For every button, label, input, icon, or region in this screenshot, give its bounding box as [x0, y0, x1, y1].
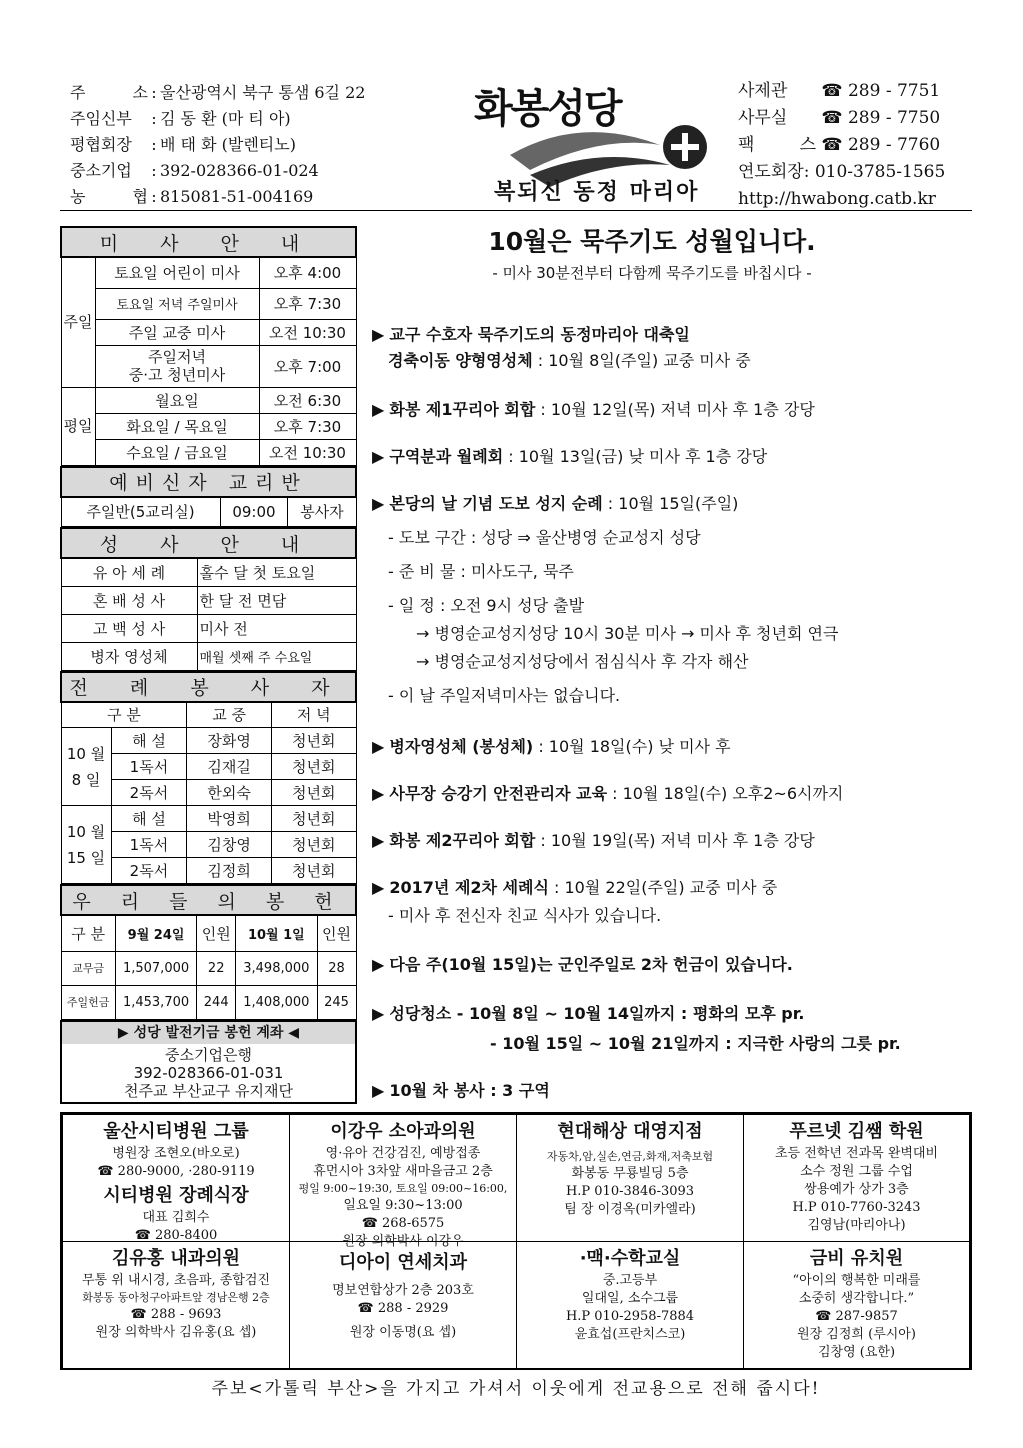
ministers-day: 김재길 [187, 754, 272, 780]
sacrament-name: 혼 배 성 사 [61, 586, 197, 614]
ministers-day: 김정희 [187, 858, 272, 884]
sacrament-name: 유 아 세 례 [61, 558, 197, 586]
offering-header: 구 분 [61, 915, 115, 951]
ad-math: ·맥·수학교실 중.고등부 일대일, 소수그룹 H.P 010-2958-7884 윤효섭(프란치스코) [516, 1241, 744, 1369]
ministers-evening: 청년회 [271, 754, 356, 780]
notice-item: ▶ 교구 수호자 묵주기도의 동정마리아 대축일 [372, 325, 690, 344]
sacrament-name: 고 백 성 사 [61, 614, 197, 642]
mass-schedule-table [60, 226, 357, 466]
offering-count: 22 [197, 951, 236, 985]
catechumen-class: 주일반(5교리실) [61, 497, 220, 527]
pilgrimage-detail: → 병영순교성지성당에서 점심식사 후 각자 해산 [416, 652, 749, 671]
info-bank-2: 농 협 : 815081-51-004169 [70, 187, 314, 206]
mass-time: 오후 7:30 [259, 413, 356, 439]
offering-count: 28 [317, 951, 356, 985]
offering-count: 244 [197, 985, 236, 1019]
development-fund-box [60, 1020, 357, 1104]
notice-subtitle: - 미사 30분전부터 다함께 묵주기도를 바칩시다 - [492, 264, 812, 282]
ministers-role: 2독서 [111, 780, 187, 806]
ministers-evening: 청년회 [271, 832, 356, 858]
parish-logo [470, 75, 730, 205]
offering-type: 교무금 [61, 951, 115, 985]
ministers-role: 2독서 [111, 858, 187, 884]
sacraments-table [60, 527, 357, 671]
contact-office: 사무실 ☎ 289 - 7750 [738, 108, 941, 128]
mass-time: 오전 10:30 [259, 319, 356, 345]
weekday-label: 평일 [61, 387, 95, 465]
fund-title: ▶ 성당 발전기금 봉헌 계좌 ◀ [62, 1022, 355, 1044]
notice-item: ▶ 화봉 제1꾸리아 회합 : 10월 12일(목) 저녁 미사 후 1층 강당 [372, 400, 815, 419]
mass-name: 화요일 / 목요일 [95, 413, 259, 439]
notice-item: ▶ 성당청소 - 10월 8일 ~ 10월 14일까지 : 평화의 모후 pr. [372, 1004, 805, 1023]
mass-time: 오후 4:00 [259, 257, 356, 288]
mass-time: 오전 10:30 [259, 439, 356, 465]
notice-item: 경축이동 양형영성체 : 10월 8일(주일) 교중 미사 중 [388, 351, 751, 370]
notice-column [372, 222, 972, 1102]
ministers-role: 1독서 [111, 754, 187, 780]
ministers-evening: 청년회 [271, 858, 356, 884]
sunday-label: 주일 [61, 257, 95, 387]
notice-item: ▶ 다음 주(10월 15일)는 군인주일로 2차 헌금이 있습니다. [372, 955, 793, 974]
offering-title: 우 리 들 의 봉 헌 [61, 885, 356, 915]
sponsor-ads [60, 1112, 972, 1370]
fund-bank: 중소기업은행 [165, 1045, 252, 1064]
offering-count: 245 [317, 985, 356, 1019]
notice-item: ▶ 화봉 제2꾸리아 회합 : 10월 19일(목) 저녁 미사 후 1층 강당 [372, 831, 815, 850]
ministers-evening: 청년회 [271, 728, 356, 754]
ministers-day: 박영희 [187, 806, 272, 832]
mass-name: 월요일 [95, 387, 259, 413]
logo-title: 화봉성당 [474, 86, 621, 132]
catechumen-staff: 봉사자 [288, 497, 356, 527]
ad-dental: 디아이 연세치과 명보연합상가 2층 203호 ☎ 288 - 2929 원장 이동명(요 셉) [289, 1241, 517, 1369]
ministers-header: 저 녁 [271, 702, 356, 728]
offering-header: 9월 24일 [115, 915, 196, 951]
sacraments-title: 성 사 안 내 [61, 528, 356, 558]
info-pastor: 주임신부 : 김 동 환 (마 티 아) [70, 109, 291, 128]
ministers-header: 교 중 [187, 702, 272, 728]
left-column [60, 226, 357, 1104]
sacrament-info: 한 달 전 면담 [197, 586, 356, 614]
fund-account: 392-028366-01-031 [133, 1063, 284, 1082]
baptism-note: - 미사 후 전신자 친교 식사가 있습니다. [388, 906, 662, 925]
catechumen-time: 09:00 [220, 497, 288, 527]
notice-item: ▶ 구역분과 월례회 : 10월 13일(금) 낮 미사 후 1층 강당 [372, 447, 768, 466]
pilgrimage-detail: - 이 날 주일저녁미사는 없습니다. [388, 686, 621, 705]
ministers-day: 장화영 [187, 728, 272, 754]
contact-rectory: 사제관 ☎ 289 - 7751 [738, 81, 941, 101]
ad-kindergarten: 금비 유치원 “아이의 행복한 미래를 소중히 생각합니다.” ☎ 287-9857 원장 김정희 (루시아) 김창영 (요한) [743, 1241, 970, 1369]
info-address: 주 소 : 울산광역시 북구 통샘 6길 22 [70, 83, 366, 102]
contact-prayer-lead: 연도회장: 010-3785-1565 [738, 162, 946, 182]
pilgrimage-detail: - 도보 구간 : 성당 ⇒ 울산병영 순교성지 성당 [388, 528, 701, 547]
ministers-date: 10 월 8 일 [61, 728, 111, 806]
catechumen-table [60, 466, 357, 528]
mass-time: 오후 7:30 [259, 288, 356, 319]
offering-amount: 1,507,000 [115, 951, 196, 985]
offering-table [60, 884, 357, 1020]
catechumen-title: 예비신자 교리반 [61, 467, 356, 497]
mass-time: 오전 6:30 [259, 387, 356, 413]
pilgrimage-detail: - 일 정 : 오전 9시 성당 출발 [388, 596, 585, 615]
notice-item: ▶ 10월 차 봉사 : 3 구역 [372, 1081, 550, 1100]
pilgrimage-detail: → 병영순교성지성당 10시 30분 미사 → 미사 후 청년회 연극 [416, 624, 839, 643]
offering-amount: 1,408,000 [236, 985, 317, 1019]
notice-item: ▶ 병자영성체 (봉성체) : 10월 18일(수) 낮 미사 후 [372, 737, 731, 756]
notice-item: ▶ 사무장 승강기 안전관리자 교육 : 10월 18일(수) 오후2~6시까지 [372, 784, 844, 803]
notice-item: ▶ 본당의 날 기념 도보 성지 순례 : 10월 15일(주일) [372, 494, 739, 513]
website-link[interactable]: http://hwabong.catb.kr [738, 189, 936, 209]
offering-type: 주일헌금 [61, 985, 115, 1019]
mass-title: 미 사 안 내 [61, 227, 356, 257]
ministers-day: 한외숙 [187, 780, 272, 806]
ministers-evening: 청년회 [271, 806, 356, 832]
info-council: 평협회장 : 배 태 화 (발렌티노) [70, 135, 296, 154]
fund-holder: 천주교 부산교구 유지재단 [124, 1081, 293, 1100]
ministers-day: 김창영 [187, 832, 272, 858]
header-divider [60, 210, 972, 211]
logo-subtitle: 복되신 동정 마리아 [494, 180, 700, 205]
ministers-header: 구 분 [61, 702, 187, 728]
contact-info [738, 78, 971, 213]
sacrament-info: 미사 전 [197, 614, 356, 642]
ministers-role: 해 설 [111, 728, 187, 754]
contact-fax: 팩 스 ☎ 289 - 7760 [738, 135, 941, 155]
notice-item: ▶ 2017년 제2차 세례식 : 10월 22일(주일) 교중 미사 중 [372, 878, 778, 897]
offering-amount: 1,453,700 [115, 985, 196, 1019]
offering-amount: 3,498,000 [236, 951, 317, 985]
sacrament-name: 병자 영성체 [61, 642, 197, 670]
ministers-date: 10 월 15 일 [61, 806, 111, 884]
ad-academy: 푸르넷 김쌤 학원 초등 전학년 전과목 완벽대비 소수 정원 그룹 수업 쌍용예가 상가 3층 H.P 010-7760-3243 김영남(마리아나) [743, 1114, 970, 1242]
mass-name: 주일저녁 중·고 청년미사 [95, 345, 259, 387]
offering-header: 10월 1일 [236, 915, 317, 951]
info-bank-1: 중소기업 : 392-028366-01-024 [70, 161, 319, 180]
mass-name: 토요일 어린이 미사 [95, 257, 259, 288]
parish-info [70, 80, 365, 210]
ad-city-hospital: 울산시티병원 그룹 병원장 조현오(바오로) ☎ 280-9000, ·280-9119 시티병원 장례식장 대표 김희수 ☎ 280-8400 [62, 1114, 290, 1242]
ad-insurance: 현대해상 대영지점 자동차,암,실손,연금,화재,저축보험 화봉동 무룡빌딩 5층 H.P 010-3846-3093 팀 장 이경옥(미카엘라) [516, 1114, 744, 1242]
sacrament-info: 홀수 달 첫 토요일 [197, 558, 356, 586]
ministers-role: 해 설 [111, 806, 187, 832]
ministers-role: 1독서 [111, 832, 187, 858]
ad-pediatrics: 이강우 소아과의원 영·유아 건강검진, 예방접종 휴먼시아 3차앞 새마을금고 2층 평일 9:00~19:30, 토요일 09:00~16:00, 일요일 9:30~13:00 ☎ 268-6575 원장 의학박사 이강우 [289, 1114, 517, 1242]
pilgrimage-detail: - 준 비 물 : 미사도구, 묵주 [388, 562, 574, 581]
offering-header: 인원 [197, 915, 236, 951]
mass-name: 수요일 / 금요일 [95, 439, 259, 465]
mass-time: 오후 7:00 [259, 345, 356, 387]
mass-name: 주일 교중 미사 [95, 319, 259, 345]
ad-internal-clinic: 김유홍 내과의원 무통 위 내시경, 초음파, 종합검진 화봉동 동아청구아파트앞 경남은행 2층 ☎ 288 - 9693 원장 의학박사 김유홍(요 셉) [62, 1241, 290, 1369]
ministers-table [60, 671, 357, 885]
ministers-evening: 청년회 [271, 780, 356, 806]
offering-header: 인원 [317, 915, 356, 951]
notice-item: - 10월 15일 ~ 10월 21일까지 : 지극한 사랑의 그릇 pr. [490, 1034, 901, 1053]
ministers-title: 전 례 봉 사 자 [61, 672, 356, 702]
footer-note: 주보<가톨릭 부산>을 가지고 가셔서 이웃에게 전교용으로 전해 줍시다! [211, 1379, 821, 1399]
mass-name: 토요일 저녁 주일미사 [95, 288, 259, 319]
sacrament-info: 매월 셋째 주 수요일 [197, 642, 356, 670]
notice-title: 10월은 묵주기도 성월입니다. [488, 227, 816, 256]
